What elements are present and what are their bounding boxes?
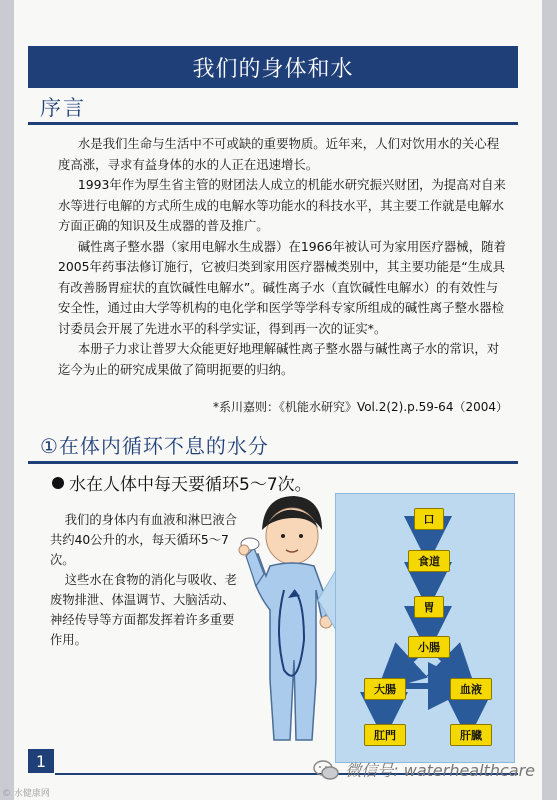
preface-paragraph: 水是我们生命与生活中不可或缺的重要物质。近年来，人们对饮用水的关心程度高涨，寻求有益身体的水的人正在迅速增长。 [58,136,500,172]
flow-esophagus: 食道 [408,550,450,572]
flow-arrows [336,494,514,762]
body-paragraph: 这些水在食物的消化与吸收、老废物排泄、体温调节、大脑活动、神经传导等方面都发挥着许多重要作用。 [50,573,237,647]
preface-body [58,134,508,380]
watermark: © 水健康网 [2,789,50,799]
wechat-label [313,758,535,781]
flow-blood: 血液 [450,678,492,700]
wechat-icon [313,759,339,781]
circulation-diagram [335,493,515,763]
page-title: 我们的身体和水 [192,56,354,82]
flow-anus: 肛門 [364,724,406,746]
page-number: 1 [28,749,54,773]
preface-title: 序言 [40,96,86,120]
section-rule [28,461,518,464]
page-title-bar [28,46,518,88]
preface-rule [28,122,518,125]
flow-mouth: 口 [414,508,444,530]
body-text-block [50,570,240,650]
wechat-id: 微信号: waterhealthcare [345,761,535,780]
body-text-block [50,510,240,570]
citation: *系川嘉则：《机能水研究》Vol.2(2).p.59-64（2004） [212,400,508,414]
body-paragraph: 我们的身体内有血液和淋巴液合共约40公升的水，每天循环5～7次。 [50,513,237,567]
preface-paragraph: 本册子力求让普罗大众能更好地理解碱性离子整水器与碱性离子水的常识，对迄今为止的研究成果做了简明扼要的归纳。 [58,341,500,377]
flow-stomach: 胃 [414,596,444,618]
flow-kidney: 肝臓 [450,724,492,746]
section-title: ①在体内循环不息的水分 [40,434,269,458]
flow-large-intestine: 大腸 [364,678,406,700]
preface-paragraph: 碱性离子整水器（家用电解水生成器）在1966年被认可为家用医疗器械，随着2005年药事法修订施行，它被归类到家用医疗器械类别中，其主要功能是“生成具有改善肠胃症状的直饮碱性电解水”。碱性离子水（直饮碱性电解水）的有效性与安全性，通过由大学等机构的电化学和医学等学科专家所组成的碱性离子整水器检讨委员会开展了先进水平的科学实证，得到再一次的证实*。 [58,238,506,336]
bullet-text: 水在人体中每天要循环5～7次。 [69,475,312,495]
flow-small-intestine: 小腸 [408,636,450,658]
bullet-icon [52,477,64,489]
preface-paragraph: 1993年作为厚生省主管的财团法人成立的机能水研究振兴财团，为提高对自来水等进行电解的方式所生成的电解水等功能水的科技水平，其主要工作就是电解水方面正确的知识及生成器的普及推广。 [58,177,506,233]
